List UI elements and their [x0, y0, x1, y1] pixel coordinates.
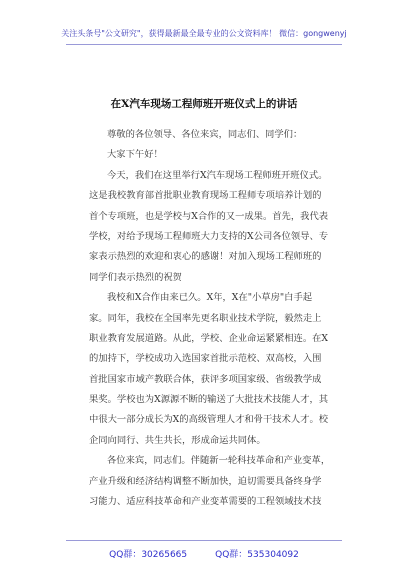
- body-line: 各位来宾，同志们。伴随新一轮科技革命和产业变革，: [107, 455, 331, 467]
- header-divider: [66, 44, 342, 45]
- body-line: 我校和X合作由来已久。X年，X在"小草房"白手起: [107, 292, 313, 304]
- footer-qq-group-1: QQ群：30265665: [109, 550, 188, 560]
- body-line: 尊敬的各位领导、各位来宾，同志们、同学们：: [107, 129, 303, 140]
- body-line: 中很大一部分成长为X的高级管理人才和骨干技术人才。校: [89, 414, 329, 426]
- body-line: 这是我校教育部首批职业教育现场工程师专项培养计划的: [89, 190, 322, 202]
- body-line: 同学们表示热烈的祝贺: [89, 271, 182, 283]
- footer: [0, 547, 408, 560]
- footer-qq-group-2: QQ群：535304092: [215, 550, 299, 560]
- document-body: [89, 125, 331, 512]
- body-line: 产业升级和经济结构调整不断加快，迫切需要具备终身学: [89, 475, 322, 487]
- body-line: 首个专项班，也是学校与X合作的又一成果。首先，我代表: [89, 210, 329, 222]
- body-line: 企同向同行、共生共长，形成命运共同体。: [89, 434, 266, 446]
- body-line: 的加持下，学校成功入选国家首批示范校、双高校，入围: [89, 353, 322, 365]
- footer-divider: [66, 540, 342, 541]
- header-notice: 关注头条号"公文研究"，获得最新最全最专业的公文资料库！ 微信：gongwenyj: [61, 29, 347, 38]
- body-line: 家表示热烈的欢迎和衷心的感谢！对加入现场工程师班的: [89, 251, 322, 263]
- body-line: 今天，我们在这里举行X汽车现场工程师班开班仪式。: [107, 169, 328, 181]
- body-line: 家。同年，我校在全国率先更名职业技术学院，毅然走上: [89, 312, 322, 324]
- body-line: 果奖。学校也为X源源不断的输送了大批技术技能人才，其: [89, 394, 329, 406]
- body-line: 学校，对给予现场工程师班大力支持的X公司各位领导、专: [89, 230, 329, 242]
- body-line: 习能力、适应科技革命和产业变革需要的工程领域技术技: [89, 496, 322, 508]
- body-line: 大家下午好！: [107, 149, 163, 161]
- document-title: 在X汽车现场工程师班开班仪式上的讲话: [110, 98, 298, 110]
- body-line: 职业教育发展道路。从此，学校、企业命运紧紧相连。在X: [89, 332, 329, 344]
- body-line: 首批国家市域产教联合体，获评多项国家级、省级教学成: [89, 373, 322, 385]
